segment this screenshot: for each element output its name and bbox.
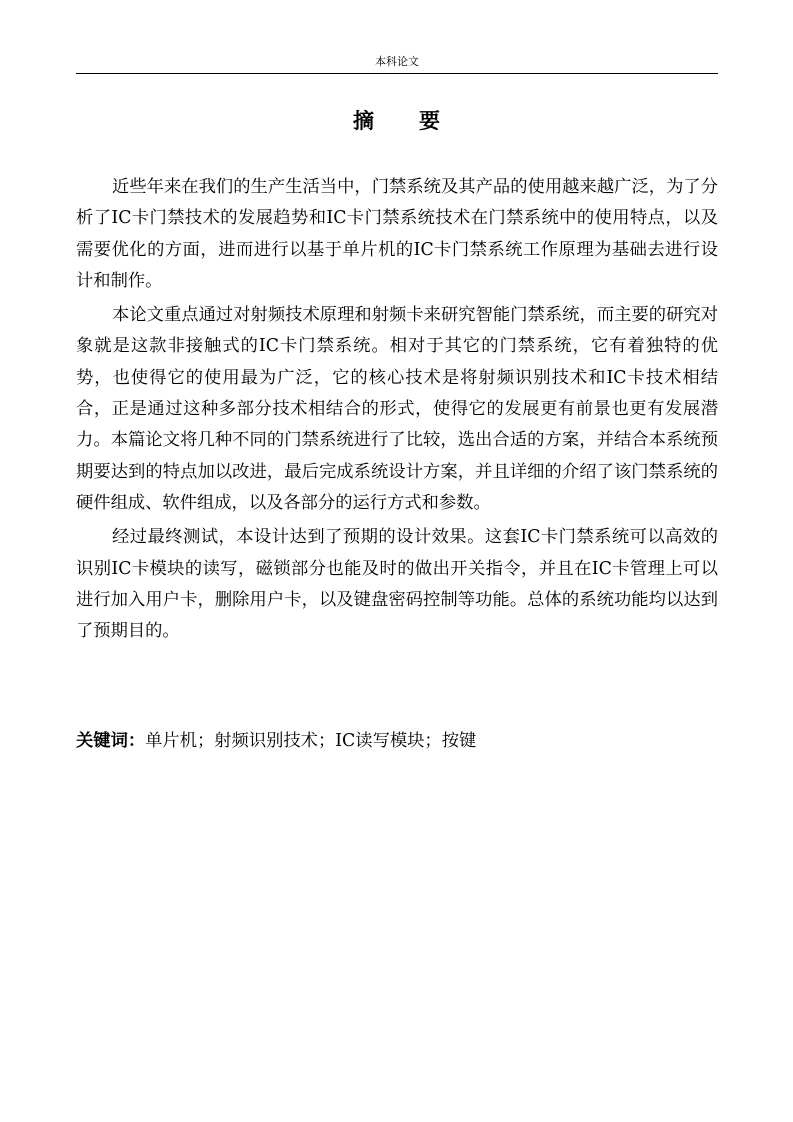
keywords-line [76,726,718,756]
header-divider [76,73,718,74]
keywords-label: 关键词： [76,731,146,751]
abstract-paragraph-2: 本论文重点通过对射频技术原理和射频卡来研究智能门禁系统，而主要的研究对象就是这款非接触式的IC卡门禁系统。相对于其它的门禁系统，它有着独特的优势，也使得它的使用最为广泛，它的核心技术是将射频识别技术和IC卡技术相结合，正是通过这种多部分技术相结合的形式，使得它的发展更有前景也更有发展潜力。本篇论文将几种不同的门禁系统进行了比较，选出合适的方案，并结合本系统预期要达到的特点加以改进，最后完成系统设计方案，并且详细的介绍了该门禁系统的硬件组成、软件组成，以及各部分的运行方式和参数。 [76,305,718,513]
running-header: 本科论文 [375,55,419,68]
abstract-paragraph-1: 近些年来在我们的生产生活当中，门禁系统及其产品的使用越来越广泛，为了分析了IC卡门禁技术的发展趋势和IC卡门禁系统技术在门禁系统中的使用特点，以及需要优化的方面，进而进行以基于单片机的IC卡门禁系统工作原理为基础去进行设计和制作。 [76,177,718,291]
abstract-title: 摘 要 [353,109,441,133]
keywords-text: 单片机；射频识别技术；IC读写模块；按键 [145,731,477,751]
abstract-paragraph-3: 经过最终测试，本设计达到了预期的设计效果。这套IC卡门禁系统可以高效的识别IC卡模块的读写，磁锁部分也能及时的做出开关指令，并且在IC卡管理上可以进行加入用户卡，删除用户卡，以及键盘密码控制等功能。总体的系统功能均以达到了预期目的。 [76,527,718,642]
abstract-body [76,172,718,650]
